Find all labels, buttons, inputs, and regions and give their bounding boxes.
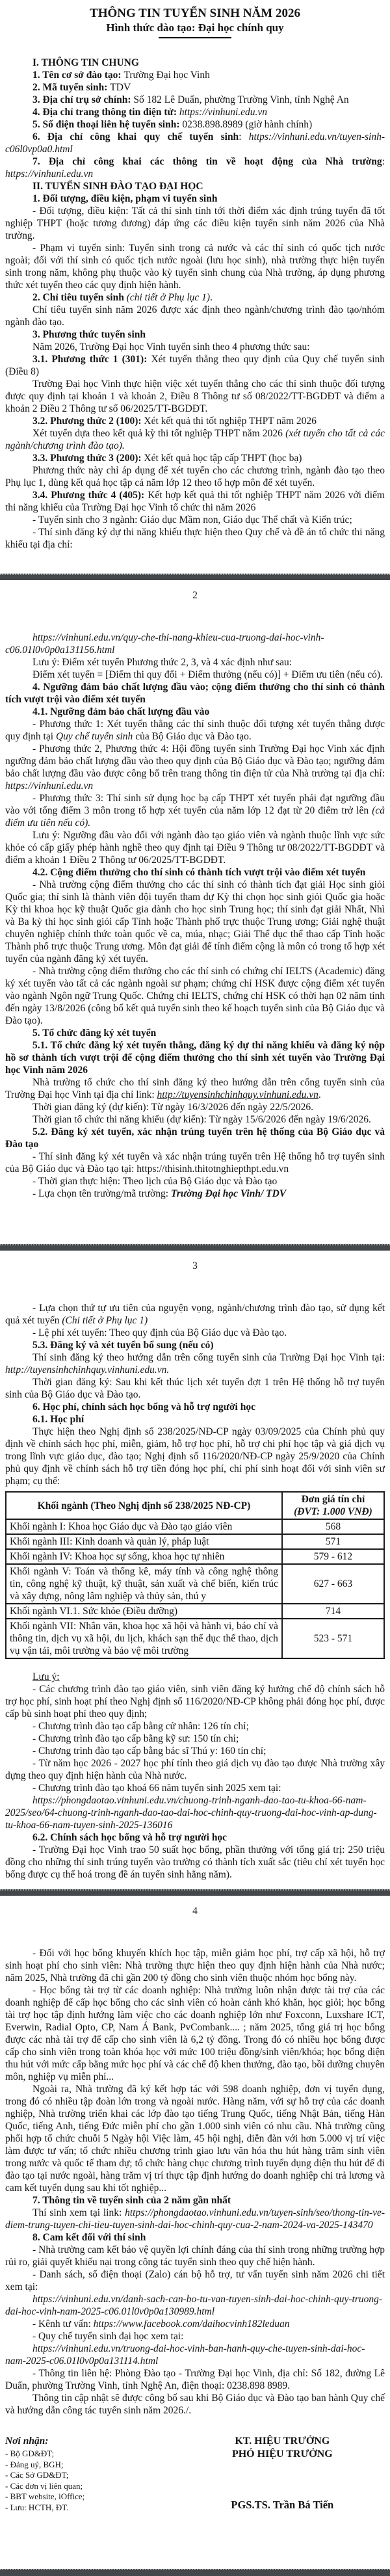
page-2	[0, 580, 390, 1244]
paragraph	[5, 1733, 385, 1745]
text-run: Trường Đại học Vinh	[124, 70, 210, 81]
heading	[5, 2194, 385, 2207]
text-run: - Phương thức 3: Thí sinh sử dụng học bạ cấp THPT xét tuyển phải đạt ngưỡng đầu vào với tổng điểm 3 môn trong tổ hợp xét tuyển của năm lớp 12 đạt từ 20 điểm trở lên	[5, 793, 385, 816]
paragraph	[5, 353, 385, 378]
recipients-block	[5, 2435, 180, 2513]
text-run: - Học bổng tài trợ từ các doanh nghiệp: Nhà trường luôn nhận được tài trợ của các doanh nghiệp để cấp học bổng cho các sinh viên có hoàn cảnh khó khăn, học giỏi; học bổng tài trợ học tập định hướng làm việc cho các doanh nghiệp lớn như Foxconn, Luxshare ICT, Everwin, Radial Opto, CP, Nam Á Bank, PvCombank.... ; năm 2025, tổng giá trị học bổng được các nhà tài trợ để cấp cho sinh viên là 6,2 tỷ đồng. Trong đó có nhiều học bổng được cấp cho sinh viên trong toàn khóa học với mức 100 triệu đồng/sinh viên/khóa; học bổng diện thu hút với mức cấp bằng mức học phí và các chế độ khen thưởng, đào tạo, bồi dưỡng chuyên môn, nghiệp vụ miễn phí...	[5, 1985, 385, 2082]
paragraph	[5, 1984, 385, 2083]
table-row	[6, 1519, 384, 1534]
paragraph	[5, 656, 385, 669]
recipient-item: - Bộ GD&ĐT;	[5, 2449, 55, 2458]
recipients-list	[5, 2449, 180, 2513]
paragraph	[5, 1376, 385, 1401]
text-run: - Chương trình đào tạo cấp bằng kỹ sư: 150 tín chỉ;	[32, 1733, 239, 1744]
text-run: 5.3. Đăng ký và xét tuyển bổ sung (nếu có)	[32, 1340, 214, 1351]
paragraph	[5, 205, 385, 242]
text-run: Ngoài ra, Nhà trường đã ký kết hợp tác với 598 doanh nghiệp, đơn vị tuyển dụng, trong đó có nhiều tập đoàn lớn trong và ngoài nước. Hàng năm, với sự hỗ trợ của các doanh nghiệp, Nhà trường triển khai các lớp đào tạo tiếng Trung Quốc, tiếng Nhật Bản, tiếng Hàn Quốc, tiếng Anh, tiếng Đức miễn phí cho gần 1.000 sinh viên có nhu cầu. Nhà trường cũng phối hợp tổ chức chuỗi 5 Ngày hội Việc làm, 45 hội nghị, diễn đàn với hơn 5.000 vị trí việc làm được tư vấn; tổ chức nhiều chương trình giao lưu văn hóa thu hút hàng trăm sinh viên trong nước và quốc tế tham dự; tổ chức hàng chục chương trình tuyển dụng diện thu hút để đi đào tạo tại nước ngoài, hàng trăm vị trí thực tập định hướng do doanh nghiệp chi trả lương và cam kết tuyển dụng sau khi tốt nghiệp...	[5, 2084, 385, 2194]
text-run: https://phongdaotao.vinhuni.edu.vn/tuyen-sinh/seo/thong-tin-ve-diem-trung-tuyen-chi-tieu-tuyen-sinh-dai-hoc-chinh-quy-cua-2-nam-2024-va-2025-143470	[5, 2207, 385, 2231]
paragraph	[5, 1113, 385, 1126]
text-run: 6.1. Học phí	[32, 1414, 84, 1425]
text-run: https://vinhuni.edu.vn	[5, 168, 94, 179]
page-3-body	[5, 1302, 385, 1881]
signer-title-line1: KT. HIỆU TRƯỞNG	[235, 2436, 330, 2447]
page-4-body	[5, 1947, 385, 2417]
document-subtitle: Hình thức đào tạo: Đại học chính quy	[106, 21, 284, 34]
text-run: 3.1. Phương thức 1 (301):	[32, 354, 151, 365]
cell-khoi-nganh: Khối ngành V: Toán và thống kê, máy tính và công nghệ thông tin, công nghệ kỹ thuật, kỹ thuật, sản xuất và chế biến, kiến trúc và xây dựng, nông lâm nghiệp và thủy sản, thú y	[6, 1564, 282, 1604]
paragraph	[5, 1782, 385, 1794]
text-run: của Bộ Giáo dục và Đào tạo.	[133, 731, 252, 742]
paragraph	[5, 1188, 385, 1200]
text-run: Trường Đại học Vinh thực hiện việc xét tuyển thẳng cho các thí sinh thuộc đối tượng được quy định tại khoản 1 và khoản 2, Điều 8 Thông tư số 08/2022/TT-BGDĐT và điểm a khoản 2 Điều 2 Thông tư số 06/2025/TT-BGDĐT.	[5, 378, 385, 414]
text-run: https://vinhuni.edu.vn	[179, 107, 268, 118]
text-run: - Phạm vi tuyển sinh: Tuyển sinh trong cả nước và các thí sinh có quốc tịch nước ngoài; đối với thí sinh có quốc tịch nước ngoài (lưu học sinh), nhà trường thực hiện tuyển sinh trong năm, không phụ thuộc vào kỳ tuyển sinh chung của Nhà trường, áp dụng phương thức xét tuyển theo các quy định hiện hành.	[5, 243, 385, 291]
text-run: 1. Đối tượng, điều kiện, phạm vi tuyển sinh	[32, 193, 218, 204]
text-run: 3.2. Phương thức 2 (100):	[32, 416, 144, 427]
text-run: (cả điểm ưu tiên nếu có).	[5, 805, 385, 829]
paragraph	[5, 2330, 385, 2343]
text-run: 4. Địa chỉ trang thông tin điện tử:	[32, 107, 179, 118]
paragraph	[5, 155, 385, 180]
heading	[5, 1039, 385, 1076]
text-run: Lưu ý: Điểm xét tuyển Phương thức 2, 3, và 4 xác định như sau:	[32, 657, 292, 668]
cell-khoi-nganh: Khối ngành VI.1. Sức khỏe (Điều dưỡng)	[6, 1604, 282, 1619]
text-run: - Thí sinh đăng ký xét tuyển và xác nhận trúng tuyển trên Hệ thống hỗ trợ tuyển sinh của Bộ Giáo dục và Đào tạo tại: https://thisinh.thitotnghiepthpt.edu.vn	[5, 1151, 385, 1175]
text-run: 5.1. Tổ chức đăng ký xét tuyển thẳng, đăng ký dự thi năng khiếu và đăng ký nộp hồ sơ thành tích vượt trội để cộng điểm thưởng cho thí sinh xét tuyển vào Trường Đại học Vinh năm 2026	[5, 1040, 385, 1076]
heading	[5, 1126, 385, 1150]
paragraph	[5, 2268, 385, 2293]
text-run: Xét tuyển dựa theo kết quả kỳ thi tốt nghiệp THPT năm 2026	[32, 428, 286, 439]
paragraph	[5, 1327, 385, 1339]
text-run: Nhà trường tổ chức cho thí sinh đăng ký theo hướng dẫn trên cổng tuyển sinh của Trường Đại học Vinh tại địa chỉ link:	[5, 1077, 385, 1100]
paragraph	[5, 378, 385, 415]
recipients-title: Nơi nhận:	[5, 2436, 49, 2447]
text-run: 5. Số điện thoại liên hệ tuyển sinh:	[32, 119, 183, 130]
text-run: - Từ năm học 2026 - 2027 học phí tính theo giá dịch vụ đào tạo được Nhà trường xây dựng theo quy định hiện hành của Nhà nước.	[5, 1758, 385, 1781]
document-header	[5, 0, 385, 38]
page-number: 4	[192, 1905, 198, 1917]
text-run: - Chương trình đào tạo cấp bằng bác sĩ Thú y: 160 tín chỉ;	[32, 1746, 266, 1757]
text-run: http://tuyensinhchinhquy.vinhuni.edu.vn.	[5, 1364, 170, 1375]
text-run: Thời gian đăng ký (dự kiến): Từ ngày 16/3/2026 đến ngày 22/5/2026.	[32, 1102, 313, 1113]
text-run: 6. Địa chỉ công khai quy chế tuyển sinh	[32, 131, 239, 142]
text-run: - Nhà trường cộng điểm thưởng cho các thí sinh có thành tích đạt giải Học sinh giỏi Quốc gia; thí sinh là thành viên đội tuyển tham dự Kỳ thi chọn học sinh giỏi Quốc gia hoặc Kỳ thi khoa học kỹ thuật Quốc gia dành cho học sinh Trung học; thí sinh đạt giải Nhất, Nhì và Ba kỳ thi học sinh giỏi cấp Tỉnh hoặc Thành phố trực thuộc Trung ương; Giải nghệ thuật chuyên nghiệp chính thức toàn quốc về ca, múa, nhạc; Giải Thể dục thể thao cấp Tỉnh hoặc Thành phố trực thuộc Trung ương. Môn đạt giải để tính điểm cộng là môn có trong tổ hợp xét tuyển của ngành đăng ký xét tuyển.	[5, 879, 385, 964]
text-run: Quy chế tuyển sinh	[55, 731, 133, 742]
cell-don-gia: 714	[282, 1604, 384, 1619]
text-run: Thời gian đăng ký: Sau khi kết thúc lịch xét tuyển đợt 1 trên Hệ thống hỗ trợ tuyển sinh của Bộ Giáo dục và Đào tạo.	[5, 1377, 385, 1400]
paragraph	[5, 1683, 385, 1720]
paragraph	[5, 242, 385, 291]
heading	[5, 328, 385, 341]
text-run: https://phongdaotao.vinhuni.edu.vn/chuong-trinh-nganh-dao-tao-tu-khoa-66-nam-2025/seo/64-chuong-trinh-nganh-dao-tao-dai-hoc-chinh-quy-truong-dai-hoc-vinh-ap-dung-tu-khoa-66-nam-tuyen-sinh-2025-136016	[5, 1795, 377, 1831]
tuition-table	[5, 1491, 385, 1659]
table-row	[6, 1549, 384, 1564]
paragraph	[5, 1426, 385, 1487]
text-run: - Chương trình đào tạo khoá 66 năm tuyển sinh 2025 xem tại:	[32, 1783, 281, 1794]
heading	[5, 193, 385, 205]
text-run: 7. Thông tin về tuyển sinh của 2 năm gần nhất	[32, 2195, 231, 2206]
paragraph	[5, 1076, 385, 1101]
tuition-table-header-nganh: Khối ngành (Theo Nghị định số 238/2025 NĐ-CP)	[6, 1492, 282, 1519]
text-run: .	[210, 292, 213, 303]
paragraph	[5, 427, 385, 452]
text-run: 7. Địa chỉ công khai các thông tin về hoạt động của Nhà trường	[32, 156, 382, 167]
recipient-item: - Lưu: HCTH, ĐT.	[5, 2502, 69, 2512]
table-row	[6, 1619, 384, 1658]
heading	[5, 1413, 385, 1426]
page-divider	[0, 1889, 390, 1896]
text-run: - Thông tin liên hệ: Phòng Đào tạo - Trường Đại học Vinh, địa chỉ: Số 182, đường Lê Duẩn, phường Trường Vinh, tỉnh Nghệ An, điện thoại: 0238.898 8989.	[5, 2368, 385, 2391]
heading	[5, 180, 385, 193]
page-2-body	[5, 631, 385, 1200]
text-run: Năm 2026, Trường Đại học Vinh tuyển sinh theo 4 phương thức sau:	[32, 341, 310, 352]
paragraph	[5, 2392, 385, 2417]
recipient-item: - Đảng uỷ, BGH;	[5, 2459, 64, 2469]
text-run: Phương thức này chỉ áp dụng để xét tuyển cho các chương trình, ngành đào tạo theo Phụ lục 1, dùng kết quả học tập cả năm lớp 12 theo tổ hợp môn để xét tuyển.	[5, 465, 385, 488]
text-run: Xét kết quả học tập cấp THPT (học bạ)	[144, 453, 302, 464]
signer-name: PGS.TS. Trần Bá Tiến	[231, 2499, 334, 2511]
hyperlink-text[interactable]: http://tuyensinhchinhquy.vinhuni.edu.vn	[157, 1089, 318, 1100]
text-run: 8. Cam kết đối với thí sinh	[32, 2232, 146, 2243]
page-1	[0, 0, 390, 574]
text-run: Lưu ý:	[32, 1671, 60, 1682]
text-run: 5.2. Đăng ký xét tuyển, xác nhận trúng tuyển trên hệ thống của Bộ Giáo dục và Đào tạo	[5, 1126, 385, 1150]
paragraph	[5, 452, 385, 464]
text-run: (chi tiết ở Phụ lục 1)	[126, 292, 211, 303]
paragraph	[5, 341, 385, 353]
page-1-body	[5, 57, 385, 551]
paragraph	[5, 304, 385, 328]
text-run: - Nhà trường cộng điểm thưởng cho các thí sinh có chứng chỉ IELTS (Academic) đăng ký xét tuyển vào tất cả các ngành ngoài sư phạm; chứng chỉ HSK được cộng điểm xét tuyển vào ngành Ngôn ngữ Trung Quốc. Chứng chỉ IELTS, chứng chỉ HSK có thời hạn 02 năm tính đến ngày 13/8/2026 (công bố kết quả tuyển sinh theo kế hoạch tuyển sinh của Bộ Giáo dục và Đào tạo).	[5, 966, 385, 1026]
cell-don-gia: 627 - 663	[282, 1564, 384, 1604]
paragraph	[5, 1720, 385, 1733]
text-run: 6.2. Chính sách học bổng và hỗ trợ người học	[32, 1832, 228, 1843]
paragraph	[5, 1745, 385, 1757]
text-run: - Các chương trình đào tạo giáo viên, sinh viên đăng ký hưởng chế độ chính sách hỗ trợ học phí, sinh hoạt phí theo Nghị định số 116/2020/NĐ-CP không phải đóng học phí, được cấp bù sinh hoạt phí theo quy định;	[5, 1684, 385, 1720]
url-link	[5, 1794, 385, 1831]
text-run: https://www.facebook.com/daihocvinh182leduan	[93, 2318, 290, 2330]
text-run: - Chương trình đào tạo cấp bằng cử nhân: 126 tín chỉ;	[32, 1721, 249, 1732]
text-run: https://vinhuni.edu.vn	[5, 780, 94, 791]
text-run: 2. Chỉ tiêu tuyển sinh	[32, 292, 127, 303]
text-run: TDV	[110, 82, 131, 93]
text-run: Thông tin cập nhật sẽ được công bố sau khi Bộ Giáo dục và Đào tạo ban hành Quy chế và hướng dẫn công tác tuyển sinh năm 2026./.	[5, 2393, 385, 2416]
text-run: II. TUYỂN SINH ĐÀO TẠO ĐẠI HỌC	[32, 181, 203, 192]
text-run: - Lệ phí xét tuyển: Theo quy định của Bộ Giáo dục và Đào tạo.	[32, 1327, 287, 1338]
text-run: (xét tuyển cho tất cả các ngành/chương trình đào tạo).	[5, 428, 385, 451]
text-run: 2. Mã tuyển sinh:	[32, 82, 110, 93]
page-number: 2	[192, 590, 198, 601]
text-run: - Trường Đại học Vinh trao 50 suất học bổng, phần thưởng với tổng giá trị: 250 triệu đồng cho những thí sinh trúng tuyển vào trường có thành tích xuất sắc (tiêu chí xét tuyển học bổng được cụ thể hoá trong đề án tuyển sinh hằng năm).	[5, 1844, 385, 1880]
text-run: - Lựa chọn thứ tự ưu tiên của nguyện vọng, ngành/chương trình đào tạo, sử dụng kết quả xét tuyển	[5, 1303, 385, 1326]
text-run: :	[239, 131, 249, 142]
recipient-item: - Các đơn vị liên quan;	[5, 2480, 83, 2491]
text-run: 5. Tổ chức đăng ký xét tuyển	[32, 1028, 157, 1039]
text-run: Thời gian tổ chức thi năng khiếu (dự kiến): Từ ngày 15/6/2026 đến ngày 19/6/2026.	[32, 1114, 371, 1125]
page-3	[0, 1251, 390, 1889]
heading	[5, 706, 385, 718]
paragraph	[5, 94, 385, 106]
text-run: Chỉ tiêu tuyển sinh năm 2026 được xác định theo ngành/chương trình đào tạo/nhóm ngành đào tạo.	[5, 304, 385, 328]
text-run: I. THÔNG TIN CHUNG	[32, 57, 139, 68]
tuition-table-header-unit: (ĐVT: 1.000 VNĐ)	[294, 1506, 372, 1517]
text-run: Xét kết quả thi tốt nghiệp THPT năm 2026	[144, 416, 317, 427]
paragraph	[5, 69, 385, 81]
paragraph	[5, 669, 385, 681]
cell-khoi-nganh: Khối ngành III: Kinh doanh và quản lý, pháp luật	[6, 1534, 282, 1549]
paragraph	[5, 2244, 385, 2268]
text-run: Xét tuyển thẳng theo quy định của Quy chế tuyển sinh (Điều 8)	[5, 354, 385, 377]
text-run: Trường Đại học Vinh/ TDV	[170, 1188, 287, 1199]
paragraph	[5, 1175, 385, 1188]
text-run: 6. Học phí, chính sách học bổng và hỗ trợ người học	[32, 1401, 255, 1413]
paragraph	[5, 464, 385, 489]
heading	[5, 2231, 385, 2244]
text-run: - Quy chế tuyển sinh đại học xem tại:	[32, 2331, 184, 2342]
cell-don-gia: 571	[282, 1534, 384, 1549]
heading	[5, 866, 385, 879]
text-run: Lưu ý: Ngưỡng đầu vào đối với ngành đào tạo giáo viên và ngành thuộc lĩnh vực sức khỏe có cấp giấy phép hành nghề theo quy định tại Điều 9 Thông tư 08/2022/TT-BGDĐT và điểm a khoản 1 Điều 2 Thông tư 06/2025/TT-BGDĐT.	[5, 830, 385, 866]
text-run: - Nhà trường cam kết bảo vệ quyền lợi chính đáng của thí sinh trong những trường hợp rủi ro, giải quyết khiếu nại trong công tác tuyển sinh theo quy chế hiện hành.	[5, 2244, 385, 2268]
paragraph	[5, 2318, 385, 2330]
cell-don-gia: 579 - 612	[282, 1549, 384, 1564]
paragraph	[5, 291, 385, 304]
paragraph	[5, 2207, 385, 2231]
paragraph	[5, 879, 385, 965]
text-run: - Phương thức 2, Phương thức 4: Hội đồng tuyển sinh Trường Đại học Vinh xác định ngưỡng đảm bảo chất lượng đầu vào theo quy định của Bộ Giáo dục và Đào tạo; ngưỡng đảm bảo chất lượng đầu vào được công bố trên trang thông tin điện tử của Nhà trường tại địa chỉ:	[5, 743, 385, 779]
text-run: 3.3. Phương thức 3 (200):	[32, 453, 144, 464]
text-run: 3. Phương thức tuyển sinh	[32, 329, 146, 340]
page-number: 3	[192, 1260, 198, 1271]
page-4	[0, 1896, 390, 2569]
paragraph	[5, 514, 385, 526]
text-run: Thực hiện theo Nghị định số 238/2025/NĐ-CP ngày 03/09/2025 của Chính phủ quy định về chính sách học phí, miễn, giảm, hỗ trợ học phí, hỗ trợ chi phí học tập và giá dịch vụ trong lĩnh vực giáo dục, đào tạo; Nghị định số 116/2020/NĐ-CP ngày 25/9/2020 của Chính phủ quy định về chính sách hỗ trợ tiền đóng học phí, chi phí sinh hoạt đối với sinh viên sư phạm; cụ thể:	[5, 1426, 385, 1487]
url-link	[5, 631, 385, 656]
paragraph	[5, 2083, 385, 2194]
paragraph	[5, 415, 385, 427]
recipient-item: - Các Sở GD&ĐT;	[5, 2470, 69, 2480]
text-run: 1. Tên cơ sở đào tạo:	[32, 70, 124, 81]
cell-don-gia: 568	[282, 1519, 384, 1534]
table-row	[6, 1534, 384, 1549]
text-run: - Đối với học bổng khuyến khích học tập, miễn giảm học phí, trợ cấp xã hội, hỗ trợ sinh hoạt phí cho sinh viên: Nhà trường thực hiện theo quy định hiện hành của Nhà nước; năm 2025, Nhà trường đã chi gần 200 tỷ đồng cho sinh viên thuộc nhóm học bổng này.	[5, 1948, 385, 1984]
heading	[5, 1401, 385, 1413]
url-link	[5, 2343, 385, 2367]
text-run: - Lựa chọn tên trường/mã trường:	[32, 1188, 171, 1199]
paragraph	[5, 1302, 385, 1327]
paragraph	[5, 829, 385, 866]
cell-khoi-nganh: Khối ngành VII: Nhân văn, khoa học xã hội và hành vi, báo chí và thông tin, dịch vụ xã hội, du lịch, khách sạn thể dục thể thao, dịch vụ vận tải, môi trường và bảo vệ môi trường	[6, 1619, 282, 1658]
heading	[5, 1339, 385, 1351]
text-run: .	[318, 1089, 321, 1100]
text-run: - Tuyển sinh cho 3 ngành: Giáo dục Mầm non, Giáo dục Thể chất và Kiến trúc;	[32, 514, 352, 525]
heading	[5, 681, 385, 706]
paragraph	[5, 489, 385, 514]
paragraph	[5, 743, 385, 792]
text-run: Số 182 Lê Duẩn, phường Trường Vinh, tỉnh Nghệ An	[133, 94, 349, 105]
paragraph	[5, 1101, 385, 1113]
page-divider	[0, 1244, 390, 1251]
heading	[5, 57, 385, 69]
text-run: 3.4. Phương thức 4 (405):	[32, 490, 148, 501]
paragraph	[5, 718, 385, 743]
text-run: - Thời gian thực hiện: Theo lịch của Bộ Giáo dục và Đào tạo	[32, 1176, 278, 1187]
text-run: 0238.898.8989 (giờ hành chính)	[182, 119, 313, 130]
bottom-scan-edge	[0, 2569, 390, 2576]
text-run: Kết hợp kết quả thi tốt nghiệp THPT năm 2026 với điểm thi năng khiếu của Trường Đại học Vinh tổ chức thi năm 2026	[5, 490, 385, 513]
heading	[5, 1831, 385, 1844]
signature-block	[5, 2435, 385, 2513]
text-run: - Thí sinh đăng ký dự thi năng khiếu thực hiện theo Quy chế và đề án tổ chức thi năng khiếu tại địa chỉ:	[5, 527, 385, 550]
signer-title-line2: PHÓ HIỆU TRƯỞNG	[231, 2449, 333, 2460]
paragraph	[5, 81, 385, 94]
paragraph	[5, 965, 385, 1027]
text-run: :	[382, 156, 385, 167]
text-run: 4. Ngưỡng đảm bảo chất lượng đầu vào; cộng điểm thưởng cho thí sinh có thành tích vượt trội vào điểm xét tuyển	[5, 682, 385, 705]
text-run: - Phương thức 1: Xét tuyển thẳng các thí sinh thuộc đối tượng xét tuyển thẳng được quy định tại	[5, 719, 385, 742]
text-run: Điểm xét tuyển = [Điểm thi quy đổi + Điểm thưởng (nếu có)] + Điểm ưu tiên (nếu có).	[32, 669, 383, 680]
text-run: - Danh sách, số điện thoại (Zalo) cán bộ hỗ trợ, tư vấn tuyển sinh năm 2026 chi tiết xem tại:	[5, 2269, 385, 2292]
text-run: 4.2. Cộng điểm thưởng cho thí sinh có thành tích vượt trội vào điểm xét tuyển	[32, 867, 366, 878]
paragraph	[5, 1757, 385, 1782]
text-run: https://vinhuni.edu.vn/truong-dai-hoc-vinh-ban-hanh-quy-che-tuyen-sinh-dai-hoc-nam-2025-c06.01l0v0p0a131114.html	[5, 2343, 365, 2367]
text-run: - Đối tượng, điều kiện: Tất cả thí sinh tính tới thời điểm xác định trúng tuyển đã tốt nghiệp THPT (hoặc tương đương) đáp ứng các điều kiện tuyển sinh năm 2026 của Nhà trường.	[5, 206, 385, 241]
cell-don-gia: 523 - 571	[282, 1619, 384, 1658]
url-link	[5, 2293, 385, 2318]
paragraph	[5, 1671, 385, 1683]
paragraph	[5, 118, 385, 131]
text-run: https://vinhuni.edu.vn/danh-sach-can-bo-tu-van-tuyen-sinh-dai-hoc-chinh-quy-truong-dai-hoc-vinh-nam-2025-c06.01l0v0p0a130989.html	[5, 2294, 383, 2317]
paragraph	[5, 2367, 385, 2392]
paragraph	[5, 526, 385, 551]
paragraph	[5, 1150, 385, 1175]
text-run: - Kênh tư vấn:	[32, 2318, 94, 2330]
text-run: Thí sinh xem tại link:	[32, 2207, 125, 2218]
recipient-item: - BBT website, iOffice;	[5, 2491, 85, 2501]
text-run: https://vinhuni.edu.vn/quy-che-thi-nang-khieu-cua-truong-dai-hoc-vinh-c06.01l0v0p0a131156.html	[5, 632, 324, 656]
paragraph	[5, 1351, 385, 1376]
signer-block	[180, 2435, 385, 2513]
cell-khoi-nganh: Khối ngành IV: Khoa học sự sống, khoa học tự nhiên	[6, 1549, 282, 1564]
text-run: 4.1. Ngưỡng đảm bảo chất lượng đầu vào	[32, 706, 210, 717]
text-run: Thí sinh đăng ký theo hướng dẫn trên cổng tuyển sinh của Trường Đại học Vinh tại:	[32, 1352, 385, 1363]
tuition-table-header-gia: Đơn giá tín chỉ	[301, 1494, 365, 1505]
title-rule	[159, 37, 231, 38]
document-title: THÔNG TIN TUYỂN SINH NĂM 2026	[90, 7, 300, 20]
paragraph	[5, 1844, 385, 1881]
paragraph	[5, 792, 385, 829]
table-row	[6, 1604, 384, 1619]
cell-khoi-nganh: Khối ngành I: Khoa học Giáo dục và Đào tạo giáo viên	[6, 1519, 282, 1534]
text-run: 3. Địa chỉ trụ sở chính:	[32, 94, 134, 105]
text-run: (Chi tiết ở Phụ lục 1)	[62, 1315, 148, 1326]
heading	[5, 1027, 385, 1039]
paragraph	[5, 1947, 385, 1984]
paragraph	[5, 131, 385, 155]
table-row	[6, 1564, 384, 1604]
text-run: https://vinhuni.edu.vn/tuyen-sinh-c06l0vp0a0.html	[5, 131, 385, 155]
paragraph	[5, 106, 385, 118]
page-divider	[0, 574, 390, 580]
